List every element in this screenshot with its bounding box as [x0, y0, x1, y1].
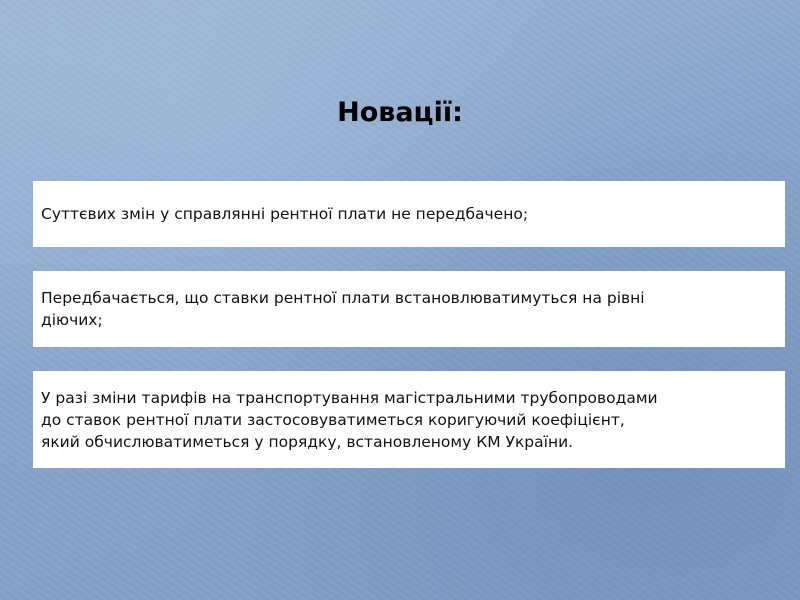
text-box-tariffs	[33, 371, 785, 468]
box-text-line: Суттєвих змін у справлянні рентної плати не передбачено;	[41, 205, 529, 223]
box-text-line: діючих;	[41, 311, 103, 329]
text-box-rates	[33, 271, 785, 347]
box-text-line: У разі зміни тарифів на транспортування магістральними трубопроводами	[41, 388, 658, 407]
box-text-line: який обчислюватиметься у порядку, встановленому КМ України.	[41, 432, 574, 451]
text-box-no-changes	[33, 181, 785, 247]
box-text-line: до ставок рентної плати застосовуватиметься коригуючий коефіцієнт,	[41, 410, 625, 429]
slide-title: Новації:	[337, 97, 463, 128]
box-text-line: Передбачається, що ставки рентної плати встановлюватимуться на рівні	[41, 289, 645, 307]
